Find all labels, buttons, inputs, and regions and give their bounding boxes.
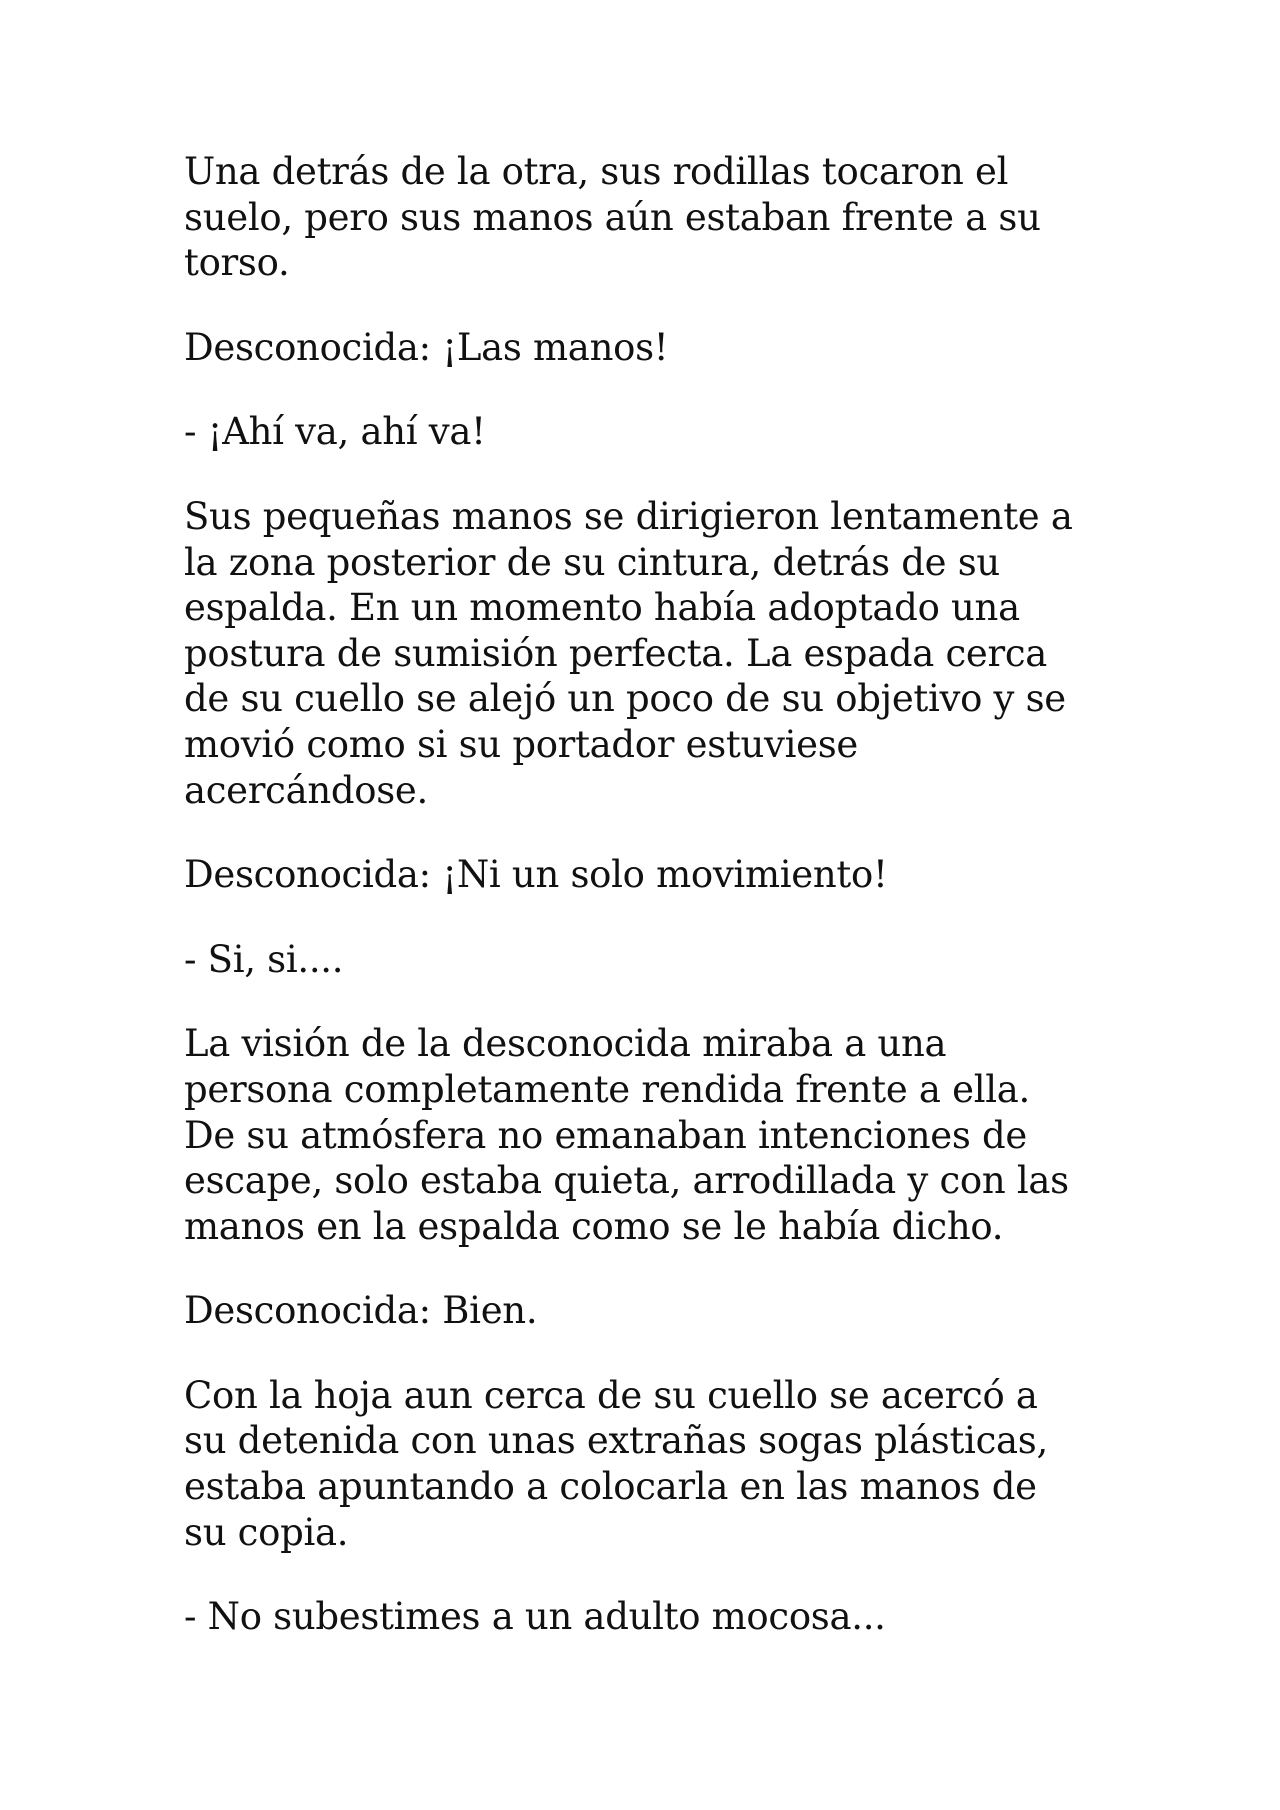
- text-line: su detenida con unas extrañas sogas plásticas,: [184, 1419, 1048, 1463]
- text-line: Una detrás de la otra, sus rodillas tocaron el: [184, 150, 1009, 193]
- text-line: La visión de la desconocida miraba a una: [184, 1022, 947, 1066]
- text-column: [184, 149, 1124, 1679]
- text-line: - Si, si....: [184, 937, 344, 981]
- text-line: movió como si su portador estuviese: [184, 722, 859, 766]
- text-line: la zona posterior de su cintura, detrás de su: [184, 540, 1000, 584]
- text-line: su copia.: [184, 1510, 349, 1554]
- text-line: de su cuello se alejó un poco de su objetivo y se: [184, 677, 1066, 721]
- dialogue-line: [184, 1288, 1124, 1334]
- text-line: acercándose.: [184, 768, 428, 812]
- text-line: postura de sumisión perfecta. La espada cerca: [184, 631, 1048, 675]
- text-line: manos en la espalda como se le había dicho.: [184, 1204, 1004, 1248]
- paragraph: [184, 149, 1124, 286]
- dialogue-line: [184, 937, 1124, 983]
- text-line: Con la hoja aun cerca de su cuello se acercó a: [184, 1373, 1038, 1417]
- text-line: Desconocida: ¡Ni un solo movimiento!: [184, 853, 888, 897]
- text-line: Desconocida: Bien.: [184, 1289, 538, 1333]
- text-line: persona completamente rendida frente a ella.: [184, 1067, 1031, 1111]
- text-line: Desconocida: ¡Las manos!: [184, 325, 669, 369]
- text-line: suelo, pero sus manos aún estaban frente a su: [184, 195, 1041, 239]
- paragraph: [184, 1021, 1124, 1249]
- text-line: torso.: [184, 241, 290, 285]
- text-line: De su atmósfera no emanaban intenciones de: [184, 1113, 1027, 1157]
- dialogue-line: [184, 409, 1124, 455]
- text-line: Sus pequeñas manos se dirigieron lentamente a: [184, 494, 1073, 538]
- paragraph: [184, 494, 1124, 813]
- text-line: escape, solo estaba quieta, arrodillada y con las: [184, 1159, 1069, 1203]
- dialogue-line: [184, 1594, 1124, 1640]
- text-line: - No subestimes a un adulto mocosa...: [184, 1595, 886, 1639]
- dialogue-line: [184, 852, 1124, 898]
- text-line: estaba apuntando a colocarla en las manos de: [184, 1465, 1037, 1509]
- text-line: espalda. En un momento había adoptado una: [184, 586, 1020, 630]
- dialogue-line: [184, 325, 1124, 371]
- paragraph: [184, 1373, 1124, 1555]
- text-line: - ¡Ahí va, ahí va!: [184, 410, 486, 454]
